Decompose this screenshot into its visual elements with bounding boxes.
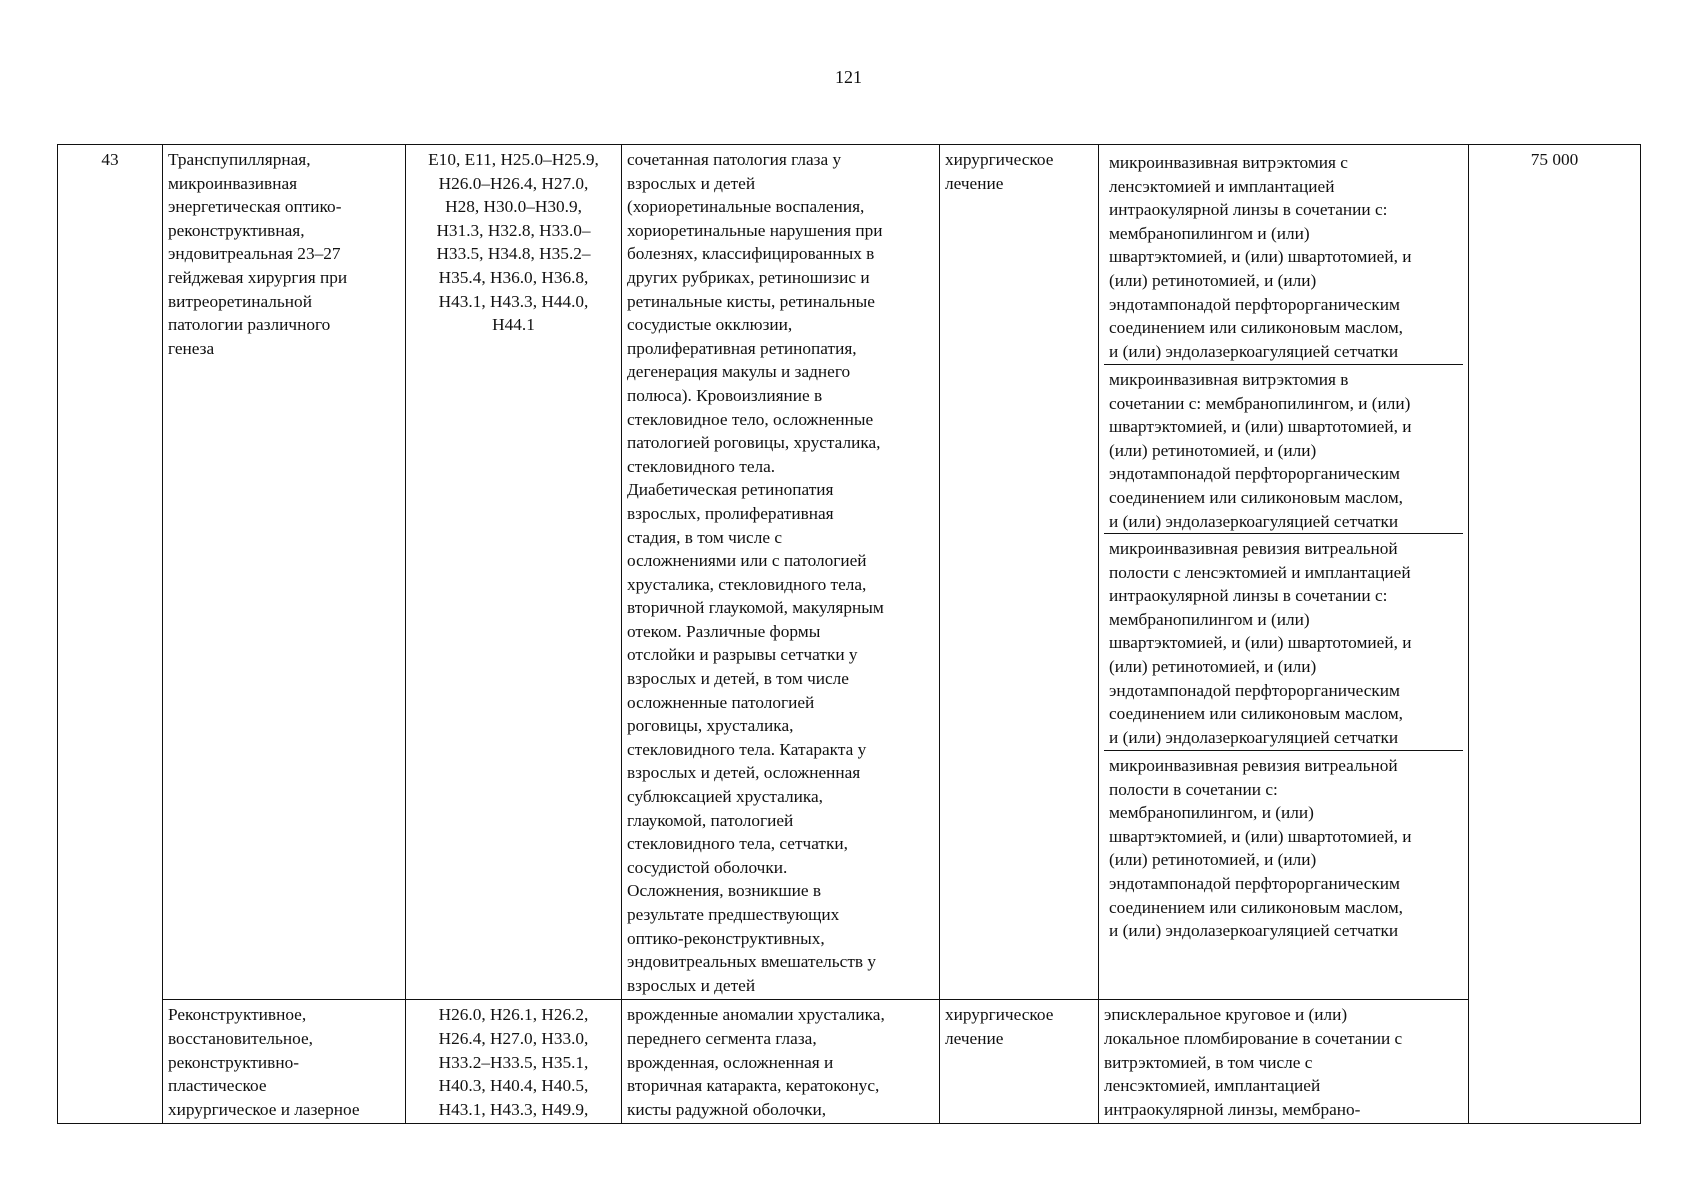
patient-model-cell — [622, 145, 940, 1000]
care-type-name: Реконструктивное, восстановительное, реконструктивно- пластическое хирургическое и лазерное — [168, 1005, 360, 1119]
treatment-method-text: микроинвазивная ревизия витреальной полости в сочетании с: мембранопилингом, и (или) швартэктомией, и (или) швартотомией, и (или) ретинотомией, и (или) эндотампонадой перфторорганическим соединением или силиконовым маслом, и (или) эндолазеркоагуляцией сетчатки — [1109, 756, 1412, 941]
treatment-methods-cell — [1099, 1000, 1469, 1124]
patient-model-cell — [622, 1000, 940, 1124]
page-number: 121 — [835, 67, 862, 87]
treatment-type: хирургическое лечение — [945, 1005, 1054, 1048]
treatment-method-text: микроинвазивная ревизия витреальной полости с ленсэктомией и имплантацией интраокулярной линзы в сочетании с: мембранопилингом и (или) швартэктомией, и (или) швартотомией, и (или) ретинотомией, и (или) эндотампонадой перфторорганическим соединением или силиконовым маслом, и (или) эндолазеркоагуляцией сетчатки — [1109, 539, 1412, 747]
treatment-type: хирургическое лечение — [945, 150, 1054, 193]
icd-codes: E10, E11, H25.0–H25.9, H26.0–H26.4, H27.0, H28, H30.0–H30.9, H31.3, H32.8, H33.0– H33.5, H34.8, H35.2– H35.4, H36.0, H36.8, H43.1, H43.3, H44.0, H44.1 — [428, 150, 599, 335]
price-value: 75 000 — [1530, 150, 1579, 169]
icd-codes: H26.0, H26.1, H26.2, H26.4, H27.0, H33.0, H33.2–H33.5, H35.1, H40.3, H40.4, H40.5, H43.1, H43.3, H49.9, — [438, 1005, 589, 1119]
treatment-method-text: микроинвазивная витрэктомия с ленсэктомией и имплантацией интраокулярной линзы в сочетании с: мембранопилингом и (или) швартэктомией, и (или) швартотомией, и (или) ретинотомией, и (или) эндотампонадой перфторорганическим соединением или силиконовым маслом, и (или) эндолазеркоагуляцией сетчатки — [1109, 153, 1412, 361]
row-number-cell — [58, 145, 163, 1124]
icd-codes-cell — [406, 145, 622, 1000]
price-cell — [1469, 145, 1641, 1124]
treatment-method-text: микроинвазивная витрэктомия в сочетании с: мембранопилингом, и (или) швартэктомией, и (или) швартотомией, и (или) ретинотомией, и (или) эндотампонадой перфторорганическим соединением или силиконовым маслом, и (или) эндолазеркоагуляцией сетчатки — [1109, 370, 1412, 531]
treatment-methods-cell — [1099, 145, 1469, 1000]
treatment-method-text: эписклеральное круговое и (или) локальное пломбирование в сочетании с витрэктомией, в том числе с ленсэктомией, имплантацией интраокулярной линзы, мембрано- — [1104, 1005, 1403, 1119]
icd-codes-cell — [406, 1000, 622, 1124]
table-row — [58, 1000, 1641, 1124]
care-type-name: Транспупиллярная, микроинвазивная энергетическая оптико- реконструктивная, эндовитреальная 23–27 гейджевая хирургия при витреоретинальной патологии различного генеза — [168, 150, 348, 358]
patient-model: врожденные аномалии хрусталика, переднего сегмента глаза, врожденная, осложненная и вторичная катаракта, кератоконус, кисты радужной оболочки, — [627, 1005, 885, 1119]
patient-model: сочетанная патология глаза у взрослых и детей (хориоретинальные воспаления, хориоретинальные нарушения при болезнях, классифицированных в других рубриках, ретиношизис и ретинальные кисты, ретинальные сосудистые окклюзии, пролиферативная ретинопатия, дегенерация макулы и заднего полюса). Кровоизлияние в стекловидное тело, осложненные патологией роговицы, хрусталика, стекловидного тела. Диабетическая ретинопатия взрослых, пролиферативная стадия, в том числе с осложнениями или с патологией хрусталика, стекловидного тела, вторичной глаукомой, макулярным отеком. Различные формы отслойки и разрывы сетчатки у взрослых и детей, в том числе осложненные патологией роговицы, хрусталика, стекловидного тела. Катаракта у взрослых и детей, осложненная сублюксацией хрусталика, глаукомой, патологией стекловидного тела, сетчатки, сосудистой оболочки. Осложнения, возникшие в результате предшествующих оптико-реконструктивных, эндовитреальных вмешательств у взрослых и детей — [627, 150, 884, 995]
row-number: 43 — [101, 150, 119, 169]
treatment-type-cell — [940, 145, 1099, 1000]
care-type-cell — [163, 1000, 406, 1124]
treatment-method — [1104, 751, 1463, 983]
treatment-method — [1104, 534, 1463, 751]
treatment-method — [1104, 148, 1463, 365]
medical-care-table — [57, 144, 1641, 1124]
care-type-cell — [163, 145, 406, 1000]
treatment-type-cell — [940, 1000, 1099, 1124]
treatment-method — [1104, 365, 1463, 534]
table-row — [58, 145, 1641, 1000]
